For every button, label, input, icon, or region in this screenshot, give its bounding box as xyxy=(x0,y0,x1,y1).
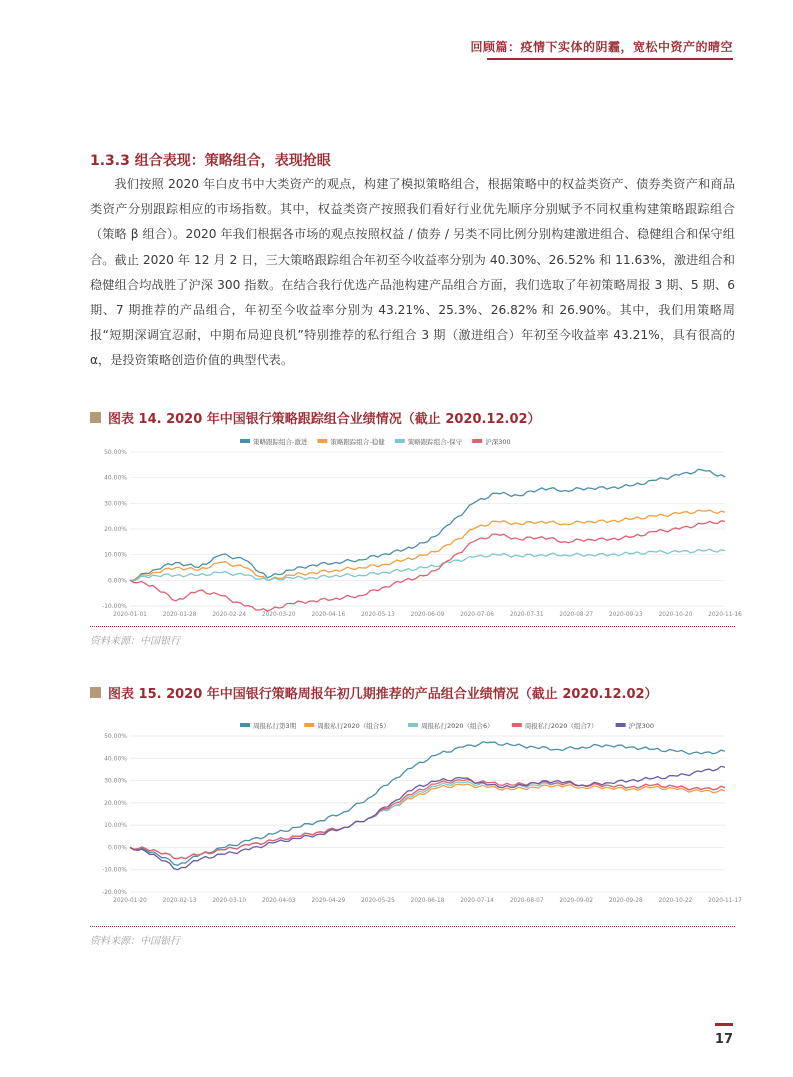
y-tick-label: 10.00% xyxy=(104,822,127,830)
legend-label: 沪深300 xyxy=(485,438,511,446)
body-text xyxy=(90,172,735,374)
header-rule xyxy=(487,58,733,60)
x-tick-label: 2020-03-10 xyxy=(212,898,247,904)
y-tick-label: 0.00% xyxy=(107,844,127,852)
legend-swatch xyxy=(317,439,327,443)
figure-marker-icon xyxy=(90,412,101,423)
legend-swatch xyxy=(512,723,522,727)
figure14-title xyxy=(90,408,541,427)
y-tick-label: 0.00% xyxy=(107,577,127,585)
figure14-chart-svg xyxy=(90,432,742,622)
y-tick-label: 40.00% xyxy=(104,474,127,482)
x-tick-label: 2020-09-23 xyxy=(608,612,643,618)
legend-label: 周报私行2020（组合5） xyxy=(317,722,390,730)
legend-label: 策略跟踪组合-保守 xyxy=(407,438,463,446)
y-tick-label: -10.00% xyxy=(101,603,127,610)
x-tick-label: 2020-05-25 xyxy=(361,898,395,904)
x-tick-label: 2020-07-31 xyxy=(509,612,544,618)
legend-swatch xyxy=(408,723,418,727)
x-tick-label: 2020-11-17 xyxy=(708,898,742,904)
page-number-bar xyxy=(715,1023,733,1026)
series-line xyxy=(130,510,725,581)
page-number: 17 xyxy=(714,1032,733,1047)
y-tick-label: 50.00% xyxy=(104,733,127,740)
series-line xyxy=(130,521,725,611)
legend-label: 周报私行2020（组合7） xyxy=(524,722,598,730)
x-tick-label: 2020-03-20 xyxy=(261,612,296,618)
x-tick-label: 2020-09-28 xyxy=(608,898,643,904)
header-title: 回顾篇：疫情下实体的阴霾，宽松中资产的晴空 xyxy=(470,40,733,54)
x-tick-label: 2020-08-07 xyxy=(509,898,544,904)
legend-label: 周报私行第3期 xyxy=(253,722,297,730)
y-tick-label: 20.00% xyxy=(104,799,127,807)
legend-swatch xyxy=(304,723,314,727)
figure14-chart xyxy=(90,432,742,622)
x-tick-label: 2020-05-13 xyxy=(361,612,395,618)
y-tick-label: 50.00% xyxy=(104,449,127,456)
x-tick-label: 2020-04-29 xyxy=(311,898,346,904)
series-line xyxy=(130,780,725,859)
section-paragraph: 我们按照 2020 年白皮书中大类资产的观点，构建了模拟策略组合，根据策略中的权益类资产、债券类资产和商品类资产分别跟踪相应的市场指数。其中，权益类资产按照我们看好行业优先顺序分别赋予不同权重构建策略跟踪组合（策略 β 组合）。2020 年我们根据各市场的观点按照权益 / 债券 / 另类不同比例分别构建激进组合、稳健组合和保守组合。截止 2020 年 12 月 2 日，三大策略跟踪组合年初至今收益率分别为 40.30%、26.52% 和 11.63%，激进组合和稳健组合均战胜了沪深 300 指数。在结合我行优选产品池构建产品组合方面，我们选取了年初策略周报 3 期、5 期、6 期、7 期推荐的产品组合，年初至今收益率分别为 43.21%、25.3%、26.82% 和 26.90%。其中，我们用策略周报“短期深调宜忍耐，中期布局迎良机”特别推荐的私行组合 3 期（激进组合）年初至今收益率 43.21%，具有很高的 α，是投资策略创造价值的典型代表。 xyxy=(90,177,735,368)
series-line xyxy=(130,469,725,580)
x-tick-label: 2020-10-20 xyxy=(658,612,693,618)
y-tick-label: 30.00% xyxy=(104,500,127,508)
x-tick-label: 2020-04-16 xyxy=(311,612,346,618)
figure-marker-icon xyxy=(90,687,101,698)
x-tick-label: 2020-08-27 xyxy=(559,612,594,618)
x-tick-label: 2020-02-24 xyxy=(212,612,247,618)
y-tick-label: 40.00% xyxy=(104,755,127,763)
figure15-title xyxy=(90,683,658,702)
x-tick-label: 2020-09-02 xyxy=(559,898,594,904)
legend-swatch xyxy=(240,723,250,727)
x-tick-label: 2020-04-03 xyxy=(261,898,296,904)
figure15-source: 资料来源：中国银行 xyxy=(90,936,180,947)
figure14-source: 资料来源：中国银行 xyxy=(90,636,180,647)
x-tick-label: 2020-06-18 xyxy=(410,898,445,904)
legend-label: 沪深300 xyxy=(628,722,655,730)
figure15-divider xyxy=(90,926,735,927)
y-tick-label: 20.00% xyxy=(104,526,127,533)
x-tick-label: 2020-07-06 xyxy=(460,612,494,618)
section-title: 1.3.3 组合表现：策略组合，表现抢眼 xyxy=(90,153,331,169)
x-tick-label: 2020-02-13 xyxy=(162,898,197,904)
y-tick-label: -10.00% xyxy=(101,866,127,874)
x-tick-label: 2020-11-16 xyxy=(708,612,742,618)
legend-label: 周报私行2020（组合6） xyxy=(421,722,494,730)
figure15-title-text: 图表 15. 2020 年中国银行策略周报年初几期推荐的产品组合业绩情况（截止 2020.12.02） xyxy=(108,687,658,702)
series-line xyxy=(130,766,725,869)
legend-label: 策略跟踪组合-稳健 xyxy=(330,438,385,446)
series-line xyxy=(130,742,725,866)
figure14-divider xyxy=(90,626,735,627)
x-tick-label: 2020-01-28 xyxy=(162,612,197,618)
legend-swatch xyxy=(240,439,250,443)
y-tick-label: 30.00% xyxy=(104,777,127,785)
legend-swatch xyxy=(472,439,482,443)
x-tick-label: 2020-01-01 xyxy=(113,612,147,618)
legend-swatch xyxy=(616,723,626,727)
y-tick-label: -20.00% xyxy=(101,889,127,896)
x-tick-label: 2020-01-20 xyxy=(113,898,147,904)
legend-swatch xyxy=(395,439,405,443)
y-tick-label: 10.00% xyxy=(104,551,127,559)
x-tick-label: 2020-06-09 xyxy=(410,612,445,618)
figure14-title-text: 图表 14. 2020 年中国银行策略跟踪组合业绩情况（截止 2020.12.02） xyxy=(108,412,541,427)
figure15-chart xyxy=(90,716,742,908)
x-tick-label: 2020-10-22 xyxy=(658,898,693,904)
x-tick-label: 2020-07-14 xyxy=(460,898,494,904)
figure15-chart-svg xyxy=(90,716,742,908)
legend-label: 策略跟踪组合-激进 xyxy=(253,438,308,446)
